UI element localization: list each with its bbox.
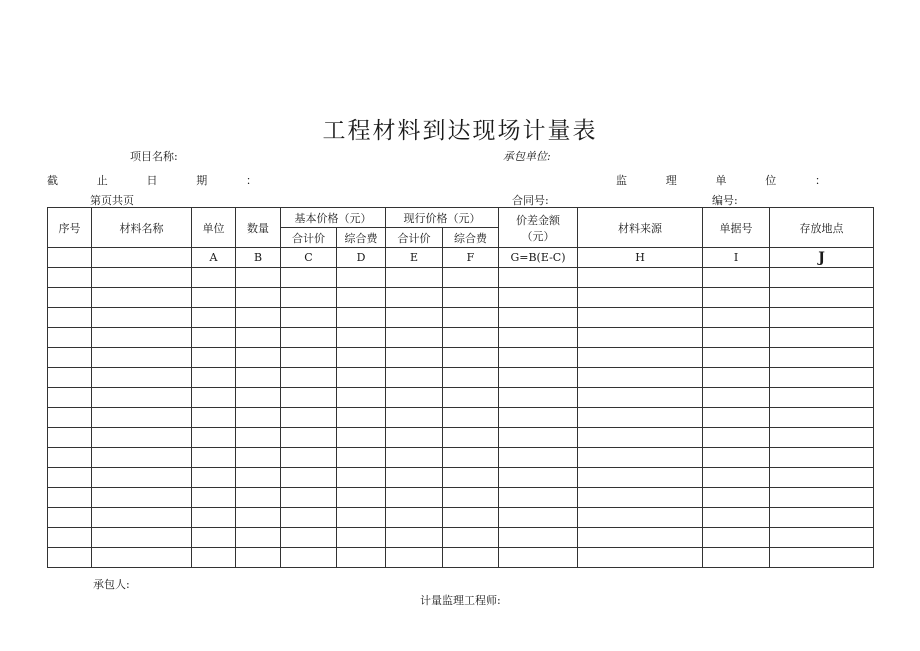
table-cell[interactable]	[499, 408, 578, 428]
table-cell[interactable]	[236, 468, 281, 488]
table-cell[interactable]	[281, 308, 337, 328]
table-cell[interactable]	[236, 368, 281, 388]
table-cell[interactable]	[499, 448, 578, 468]
supervision-unit-label	[616, 172, 826, 188]
table-cell[interactable]	[578, 408, 703, 428]
table-row	[48, 288, 874, 308]
table-cell[interactable]	[770, 428, 874, 448]
table-cell[interactable]	[92, 388, 192, 408]
table-cell[interactable]	[337, 508, 386, 528]
table-cell[interactable]	[443, 308, 499, 328]
table-cell[interactable]	[703, 348, 770, 368]
table-cell[interactable]	[236, 308, 281, 328]
table-cell[interactable]	[386, 328, 443, 348]
table-cell[interactable]	[337, 348, 386, 368]
table-cell[interactable]	[578, 268, 703, 288]
code-cell: D	[337, 248, 386, 268]
table-cell[interactable]	[386, 428, 443, 448]
table-cell[interactable]	[236, 268, 281, 288]
table-cell[interactable]	[578, 388, 703, 408]
table-cell[interactable]	[192, 428, 236, 448]
cutoff-date-char: 止	[96, 174, 108, 187]
header-current-price: 现行价格（元）	[386, 208, 499, 228]
table-row	[48, 548, 874, 568]
table-cell[interactable]	[703, 268, 770, 288]
table-row	[48, 428, 874, 448]
table-cell[interactable]	[499, 328, 578, 348]
table-cell[interactable]	[578, 368, 703, 388]
table-cell[interactable]	[192, 468, 236, 488]
table-cell[interactable]	[281, 368, 337, 388]
material-table	[47, 207, 874, 568]
table-cell[interactable]	[192, 488, 236, 508]
table-cell[interactable]	[578, 548, 703, 568]
table-cell[interactable]	[499, 368, 578, 388]
contractor-signature-label: 承包人:	[93, 578, 130, 591]
table-cell[interactable]	[192, 268, 236, 288]
table-row	[48, 488, 874, 508]
table-cell[interactable]	[703, 508, 770, 528]
table-cell[interactable]	[281, 528, 337, 548]
table-cell[interactable]	[386, 448, 443, 468]
table-cell[interactable]	[48, 408, 92, 428]
table-cell[interactable]	[443, 508, 499, 528]
header-location: 存放地点	[770, 208, 874, 248]
supervision-char: 理	[665, 174, 677, 187]
table-cell[interactable]	[281, 508, 337, 528]
table-cell[interactable]	[48, 328, 92, 348]
table-cell[interactable]	[337, 428, 386, 448]
code-cell: A	[192, 248, 236, 268]
table-cell[interactable]	[92, 408, 192, 428]
table-cell[interactable]	[443, 468, 499, 488]
table-cell[interactable]	[578, 448, 703, 468]
table-cell[interactable]	[770, 468, 874, 488]
table-cell[interactable]	[703, 548, 770, 568]
code-cell: I	[703, 248, 770, 268]
table-cell[interactable]	[192, 328, 236, 348]
table-cell[interactable]	[770, 488, 874, 508]
code-cell	[48, 248, 92, 268]
table-cell[interactable]	[703, 308, 770, 328]
header-doc-no: 单据号	[703, 208, 770, 248]
table-cell[interactable]	[386, 488, 443, 508]
table-cell[interactable]	[281, 448, 337, 468]
header-unit: 单位	[192, 208, 236, 248]
table-cell[interactable]	[386, 348, 443, 368]
table-cell[interactable]	[770, 408, 874, 428]
table-cell[interactable]	[770, 448, 874, 468]
table-cell[interactable]	[236, 488, 281, 508]
table-cell[interactable]	[499, 348, 578, 368]
table-cell[interactable]	[386, 268, 443, 288]
table-cell[interactable]	[703, 388, 770, 408]
cutoff-date-char: 日	[146, 174, 158, 187]
table-row	[48, 348, 874, 368]
header-price-diff-line2: （元）	[521, 229, 555, 243]
table-cell[interactable]	[337, 308, 386, 328]
table-cell[interactable]	[386, 308, 443, 328]
table-cell[interactable]	[48, 388, 92, 408]
table-cell[interactable]	[236, 328, 281, 348]
serial-no-label: 编号:	[712, 194, 738, 207]
table-cell[interactable]	[703, 408, 770, 428]
table-cell[interactable]	[499, 428, 578, 448]
table-cell[interactable]	[337, 328, 386, 348]
table-cell[interactable]	[578, 328, 703, 348]
table-cell[interactable]	[48, 268, 92, 288]
table-cell[interactable]	[443, 388, 499, 408]
code-cell: F	[443, 248, 499, 268]
cutoff-date-char: ：	[246, 174, 257, 187]
table-cell[interactable]	[92, 328, 192, 348]
engineer-signature-label: 计量监理工程师:	[420, 594, 501, 607]
table-row	[48, 508, 874, 528]
table-cell[interactable]	[236, 448, 281, 468]
header-current-fee: 综合费	[443, 228, 499, 248]
contract-no-label: 合同号:	[512, 194, 549, 207]
table-cell[interactable]	[770, 348, 874, 368]
table-row	[48, 528, 874, 548]
header-base-fee: 综合费	[337, 228, 386, 248]
code-cell	[92, 248, 192, 268]
project-name-label: 项目名称:	[130, 150, 178, 163]
cutoff-date-label	[47, 172, 257, 188]
table-cell[interactable]	[770, 368, 874, 388]
table-cell[interactable]	[236, 428, 281, 448]
table-cell[interactable]	[386, 288, 443, 308]
table-cell[interactable]	[92, 508, 192, 528]
code-cell: E	[386, 248, 443, 268]
table-cell[interactable]	[578, 428, 703, 448]
table-cell[interactable]	[703, 428, 770, 448]
table-cell[interactable]	[337, 548, 386, 568]
supervision-char: 监	[616, 174, 627, 187]
table-cell[interactable]	[281, 268, 337, 288]
table-cell[interactable]	[192, 288, 236, 308]
table-cell[interactable]	[337, 368, 386, 388]
table-cell[interactable]	[92, 368, 192, 388]
table-cell[interactable]	[386, 388, 443, 408]
table-cell[interactable]	[281, 428, 337, 448]
table-cell[interactable]	[236, 548, 281, 568]
table-cell[interactable]	[92, 268, 192, 288]
table-cell[interactable]	[443, 328, 499, 348]
table-cell[interactable]	[337, 288, 386, 308]
table-cell[interactable]	[92, 548, 192, 568]
table-cell[interactable]	[281, 548, 337, 568]
table-cell[interactable]	[386, 508, 443, 528]
table-cell[interactable]	[443, 408, 499, 428]
table-cell[interactable]	[337, 528, 386, 548]
code-cell: C	[281, 248, 337, 268]
table-cell[interactable]	[578, 508, 703, 528]
table-cell[interactable]	[192, 388, 236, 408]
supervision-char: 位	[765, 174, 777, 187]
table-cell[interactable]	[281, 348, 337, 368]
code-cell: G=B(E-C)	[499, 248, 578, 268]
table-cell[interactable]	[770, 288, 874, 308]
table-cell[interactable]	[48, 468, 92, 488]
table-row	[48, 368, 874, 388]
table-cell[interactable]	[92, 468, 192, 488]
table-cell[interactable]	[337, 488, 386, 508]
table-cell[interactable]	[499, 488, 578, 508]
table-cell[interactable]	[92, 288, 192, 308]
table-cell[interactable]	[48, 508, 92, 528]
table-cell[interactable]	[236, 388, 281, 408]
table-cell[interactable]	[192, 308, 236, 328]
table-cell[interactable]	[281, 388, 337, 408]
table-cell[interactable]	[499, 528, 578, 548]
table-cell[interactable]	[499, 288, 578, 308]
table-cell[interactable]	[48, 548, 92, 568]
table-cell[interactable]	[443, 528, 499, 548]
table-cell[interactable]	[92, 348, 192, 368]
header-price-diff-line1: 价差金额	[516, 213, 560, 227]
table-cell[interactable]	[703, 448, 770, 468]
table-cell[interactable]	[92, 308, 192, 328]
table-cell[interactable]	[703, 288, 770, 308]
table-cell[interactable]	[499, 468, 578, 488]
table-cell[interactable]	[192, 548, 236, 568]
table-cell[interactable]	[92, 428, 192, 448]
page-count-label: 第页共页	[90, 194, 134, 207]
header-base-subtotal: 合计价	[281, 228, 337, 248]
table-cell[interactable]	[770, 328, 874, 348]
table-cell[interactable]	[578, 528, 703, 548]
cutoff-date-char: 截	[47, 174, 58, 187]
table-cell[interactable]	[48, 448, 92, 468]
table-cell[interactable]	[443, 488, 499, 508]
table-cell[interactable]	[337, 408, 386, 428]
table-cell[interactable]	[443, 448, 499, 468]
table-cell[interactable]	[236, 408, 281, 428]
supervision-char: ：	[815, 174, 826, 187]
table-cell[interactable]	[443, 368, 499, 388]
table-cell[interactable]	[499, 508, 578, 528]
header-current-subtotal: 合计价	[386, 228, 443, 248]
table-cell[interactable]	[578, 488, 703, 508]
table-cell[interactable]	[192, 528, 236, 548]
table-cell[interactable]	[770, 308, 874, 328]
table-cell[interactable]	[578, 308, 703, 328]
table-cell[interactable]	[192, 368, 236, 388]
table-cell[interactable]	[499, 388, 578, 408]
table-cell[interactable]	[337, 268, 386, 288]
table-cell[interactable]	[192, 408, 236, 428]
table-cell[interactable]	[703, 488, 770, 508]
table-cell[interactable]	[281, 328, 337, 348]
table-cell[interactable]	[499, 308, 578, 328]
table-cell[interactable]	[92, 488, 192, 508]
header-quantity: 数量	[236, 208, 281, 248]
table-row	[48, 268, 874, 288]
table-cell[interactable]	[443, 548, 499, 568]
table-cell[interactable]	[443, 288, 499, 308]
header-source: 材料来源	[578, 208, 703, 248]
table-cell[interactable]	[770, 268, 874, 288]
table-cell[interactable]	[499, 548, 578, 568]
table-cell[interactable]	[236, 288, 281, 308]
table-cell[interactable]	[386, 528, 443, 548]
table-cell[interactable]	[578, 348, 703, 368]
table-cell[interactable]	[386, 548, 443, 568]
table-cell[interactable]	[48, 368, 92, 388]
table-cell[interactable]	[236, 508, 281, 528]
table-cell[interactable]	[48, 528, 92, 548]
table-cell[interactable]	[236, 348, 281, 368]
table-row	[48, 408, 874, 428]
table-cell[interactable]	[703, 528, 770, 548]
table-cell[interactable]	[578, 288, 703, 308]
table-row	[48, 388, 874, 408]
table-row	[48, 468, 874, 488]
table-cell[interactable]	[443, 428, 499, 448]
header-price-diff	[499, 208, 578, 248]
table-cell[interactable]	[770, 508, 874, 528]
table-cell[interactable]	[443, 268, 499, 288]
header-base-price: 基本价格（元）	[281, 208, 386, 228]
code-cell: J	[770, 248, 874, 268]
table-cell[interactable]	[578, 468, 703, 488]
table-cell[interactable]	[92, 448, 192, 468]
table-cell[interactable]	[386, 408, 443, 428]
code-cell: B	[236, 248, 281, 268]
table-cell[interactable]	[770, 548, 874, 568]
table-cell[interactable]	[337, 468, 386, 488]
contractor-unit-label: 承包单位:	[503, 150, 551, 163]
table-cell[interactable]	[48, 348, 92, 368]
header-material-name: 材料名称	[92, 208, 192, 248]
table-cell[interactable]	[770, 528, 874, 548]
header-seq: 序号	[48, 208, 92, 248]
column-code-row	[48, 248, 874, 268]
table-cell[interactable]	[703, 368, 770, 388]
table-cell[interactable]	[337, 388, 386, 408]
table-cell[interactable]	[386, 468, 443, 488]
table-cell[interactable]	[92, 528, 192, 548]
table-cell[interactable]	[443, 348, 499, 368]
table-cell[interactable]	[48, 428, 92, 448]
table-row	[48, 328, 874, 348]
table-cell[interactable]	[703, 468, 770, 488]
table-cell[interactable]	[192, 508, 236, 528]
table-cell[interactable]	[236, 528, 281, 548]
table-cell[interactable]	[337, 448, 386, 468]
table-cell[interactable]	[48, 288, 92, 308]
table-cell[interactable]	[499, 268, 578, 288]
page-title: 工程材料到达现场计量表	[322, 118, 598, 144]
table-cell[interactable]	[703, 328, 770, 348]
table-cell[interactable]	[386, 368, 443, 388]
table-cell[interactable]	[281, 468, 337, 488]
table-cell[interactable]	[192, 348, 236, 368]
table-cell[interactable]	[770, 388, 874, 408]
table-cell[interactable]	[281, 408, 337, 428]
supervision-char: 单	[715, 174, 727, 187]
table-cell[interactable]	[281, 488, 337, 508]
table-cell[interactable]	[48, 488, 92, 508]
table-cell[interactable]	[48, 308, 92, 328]
table-cell[interactable]	[192, 448, 236, 468]
code-cell: H	[578, 248, 703, 268]
table-cell[interactable]	[281, 288, 337, 308]
table-row	[48, 308, 874, 328]
table-row	[48, 448, 874, 468]
cutoff-date-char: 期	[196, 174, 208, 187]
